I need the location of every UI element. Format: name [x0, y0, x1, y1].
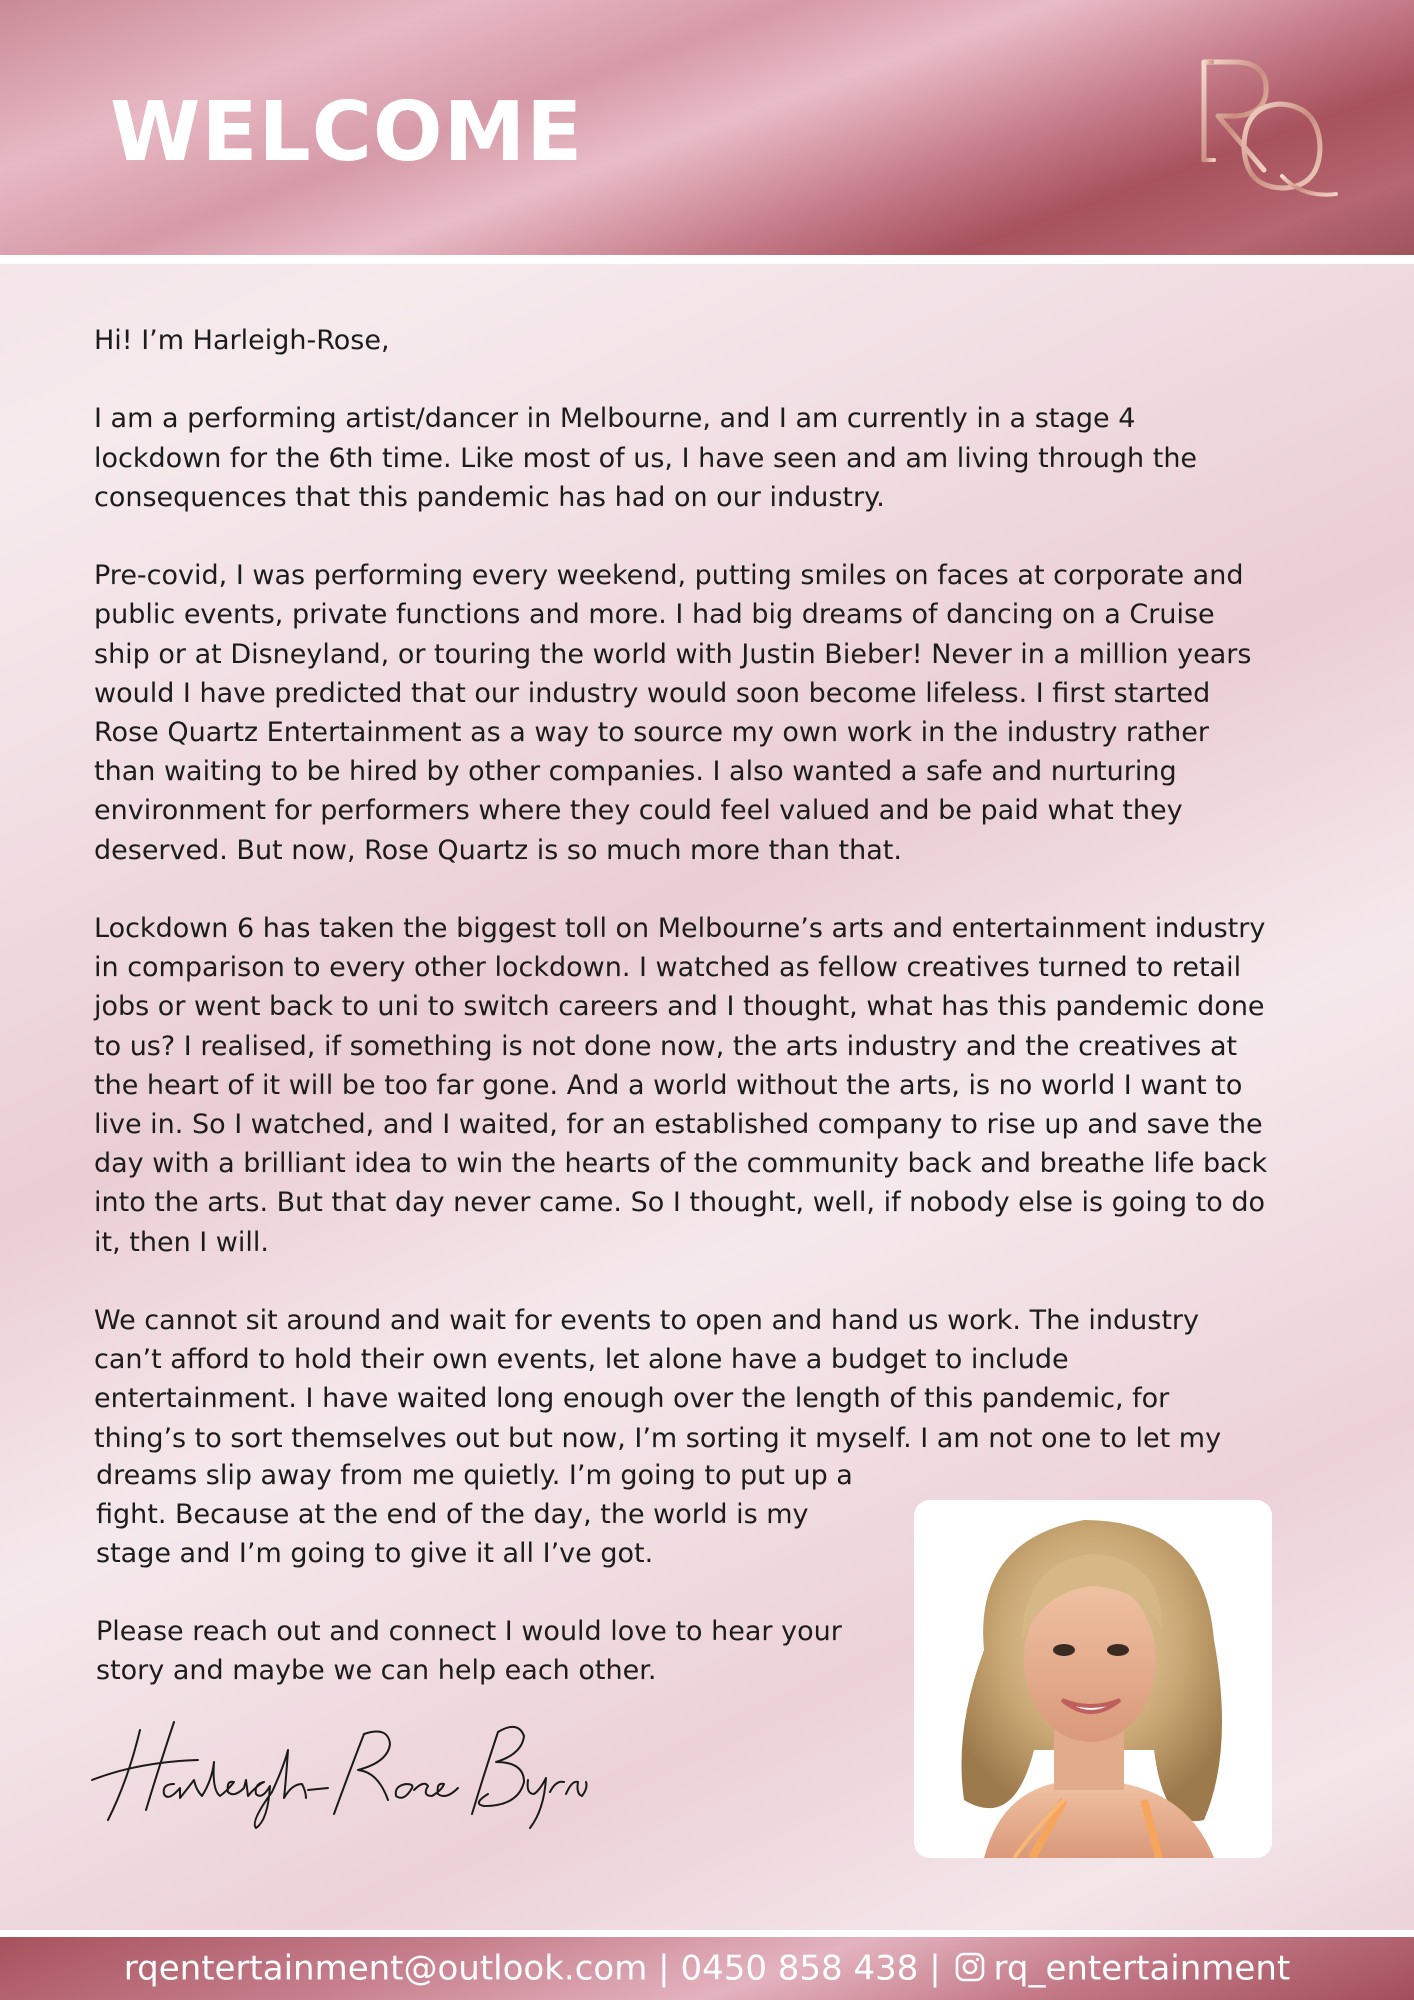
footer-phone[interactable]: 0450 858 438	[680, 1948, 919, 1989]
letter-paragraph: Pre-covid, I was performing every weekend, putting smiles on faces at corporate and public events, private functions and more. I had big dreams of dancing on a Cruise ship or at Disneyland, or touring the world with Justin Bieber! Never in a million years would I have predicted that our industry would soon become lifeless. I first started Rose Quartz Entertainment as a way to source my own work in the industry rather than waiting to be hired by other companies. I also wanted a safe and nurturing environment for performers where they could feel valued and be paid what they deserved. But now, Rose Quartz is so much more than that.	[94, 560, 1252, 866]
footer-divider	[0, 1930, 1414, 1937]
rq-monogram-icon	[1190, 52, 1340, 202]
letter-paragraph: I am a performing artist/dancer in Melbourne, and I am currently in a stage 4 lockdown for the 6th time. Like most of us, I have seen and am living through the consequences that this pandemic has had on our industry.	[94, 403, 1198, 513]
footer-separator: |	[658, 1948, 670, 1989]
footer-contact	[0, 1944, 1414, 1992]
signature	[88, 1710, 588, 1830]
instagram-icon	[955, 1952, 985, 1982]
letter-paragraph: Lockdown 6 has taken the biggest toll on Melbourne’s arts and entertainment industry in comparison to every other lockdown. I watched as fellow creatives turned to retail jobs or went back to uni to switch careers and I thought, what has this pandemic done to us? I realised, if something is not done now, the arts industry and the creatives at the heart of it will be too far gone. And a world without the arts, is no world I want to live in. So I watched, and I waited, for an established company to rise up and save the day with a brilliant idea to win the hearts of the community back and breathe life back into the arts. But that day never came. So I thought, well, if nobody else is going to do it, then I will.	[94, 913, 1268, 1258]
letter-paragraph: We cannot sit around and wait for events to open and hand us work. The industry can’t afford to hold their own events, let alone have a budget to include entertainment. I have waited long enough over the length of this pandemic, for thing’s to sort themselves out but now, I’m sorting it myself. I am not one to let my	[94, 1305, 1222, 1454]
letter-body	[94, 321, 1274, 1458]
page-title: WELCOME	[110, 85, 584, 180]
footer-instagram[interactable]: rq_entertainment	[993, 1948, 1291, 1989]
footer-separator: |	[929, 1948, 941, 1989]
letter-closing: Please reach out and connect I would love to hear your story and maybe we can help each other.	[96, 1616, 842, 1687]
letter-paragraph-narrow: dreams slip away from me quietly. I’m going to put up a fight. Because at the end of the day, the world is my stage and I’m going to give it all I’ve got.	[96, 1460, 853, 1570]
portrait-photo-icon	[914, 1500, 1272, 1858]
letter-greeting: Hi! I’m Harleigh-Rose,	[94, 325, 390, 356]
footer-email[interactable]: rqentertainment@outlook.com	[123, 1948, 648, 1989]
header-divider	[0, 255, 1414, 264]
